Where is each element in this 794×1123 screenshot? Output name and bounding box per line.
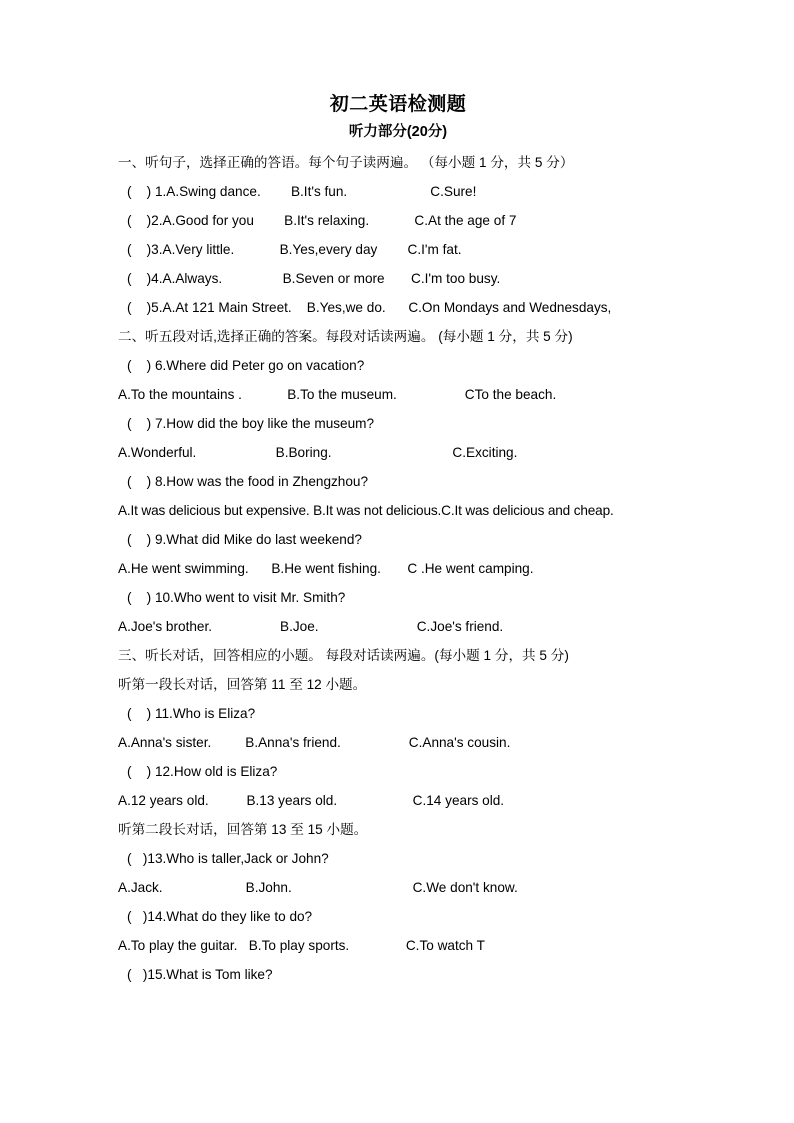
- option-line: A.Wonderful. B.Boring. C.Exciting.: [118, 445, 518, 460]
- option-line: A.Anna's sister. B.Anna's friend. C.Anna's cousin.: [118, 735, 511, 750]
- question-line[interactable]: ( )2.A.Good for you B.It's relaxing. C.At the age of 7: [127, 213, 517, 228]
- option-line: A.He went swimming. B.He went fishing. C .He went camping.: [118, 561, 534, 576]
- question-line[interactable]: ( )5.A.At 121 Main Street. B.Yes,we do. C.On Mondays and Wednesdays,: [127, 300, 612, 315]
- question-line[interactable]: ( )14.What do they like to do?: [127, 909, 313, 924]
- section-heading: 三、听长对话，回答相应的小题。 每段对话读两遍。(每小题 1 分，共 5 分): [118, 648, 569, 663]
- sub-instruction: 听第一段长对话，回答第 11 至 12 小题。: [118, 677, 367, 692]
- option-line: A.Joe's brother. B.Joe. C.Joe's friend.: [118, 619, 504, 634]
- option-line: A.Jack. B.John. C.We don't know.: [118, 880, 518, 895]
- section-heading: 二、听五段对话,选择正确的答案。每段对话读两遍。 (每小题 1 分，共 5 分): [118, 329, 573, 344]
- option-line: A.To play the guitar. B.To play sports. C.To watch T: [118, 938, 485, 953]
- question-line[interactable]: ( )15.What is Tom like?: [127, 967, 273, 982]
- question-line[interactable]: ( )4.A.Always. B.Seven or more C.I'm too busy.: [127, 271, 501, 286]
- question-line[interactable]: ( ) 11.Who is Eliza?: [127, 706, 256, 721]
- question-line[interactable]: ( )3.A.Very little. B.Yes,every day C.I'm fat.: [127, 242, 462, 257]
- question-line[interactable]: ( ) 10.Who went to visit Mr. Smith?: [127, 590, 346, 605]
- sub-instruction: 听第二段长对话，回答第 13 至 15 小题。: [118, 822, 368, 837]
- question-line[interactable]: ( ) 12.How old is Eliza?: [127, 764, 278, 779]
- document-body: [118, 92, 678, 989]
- option-line: A.12 years old. B.13 years old. C.14 years old.: [118, 793, 505, 808]
- document-subtitle: 听力部分(20分): [348, 124, 448, 140]
- sections-container: [118, 148, 678, 989]
- question-line[interactable]: ( ) 8.How was the food in Zhengzhou?: [127, 474, 369, 489]
- page-title: 初二英语检测题: [329, 94, 467, 115]
- question-line[interactable]: ( ) 9.What did Mike do last weekend?: [127, 532, 362, 547]
- option-line: A.It was delicious but expensive. B.It was not delicious.C.It was delicious and cheap.: [118, 503, 614, 518]
- question-line[interactable]: ( ) 7.How did the boy like the museum?: [127, 416, 375, 431]
- section-heading: 一、听句子，选择正确的答语。每个句子读两遍。 （每小题 1 分，共 5 分）: [118, 155, 574, 170]
- question-line[interactable]: ( ) 6.Where did Peter go on vacation?: [127, 358, 365, 373]
- question-line[interactable]: ( )13.Who is taller,Jack or John?: [127, 851, 329, 866]
- option-line: A.To the mountains . B.To the museum. CTo the beach.: [118, 387, 557, 402]
- question-line[interactable]: ( ) 1.A.Swing dance. B.It's fun. C.Sure!: [127, 184, 477, 199]
